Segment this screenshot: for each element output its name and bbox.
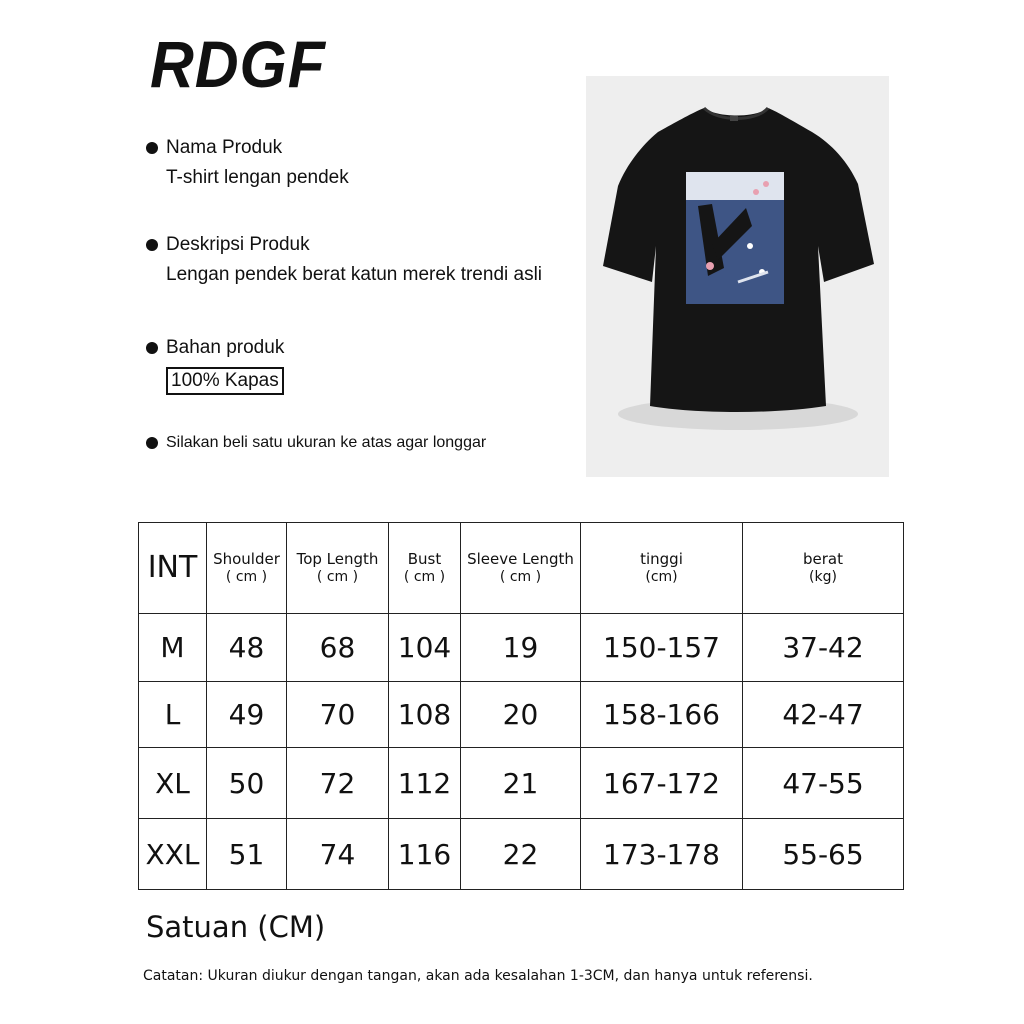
product-name-section [146, 137, 566, 189]
header-int: INT [139, 523, 207, 614]
header-sleeve-length [461, 523, 581, 614]
material-badge: 100% Kapas [166, 367, 284, 395]
table-cell: M [139, 614, 207, 682]
product-material-heading: Bahan produk [166, 337, 285, 358]
table-cell: 42-47 [743, 682, 904, 748]
bullet-icon [146, 142, 158, 154]
header-top-length [287, 523, 389, 614]
unit-note: Satuan (CM) [146, 910, 326, 944]
table-row [139, 682, 904, 748]
header-label: berat [803, 550, 843, 568]
table-cell: 55-65 [743, 819, 904, 890]
table-row [139, 819, 904, 890]
header-unit: (kg) [809, 569, 837, 585]
bullet-icon [146, 342, 158, 354]
table-cell: 22 [461, 819, 581, 890]
header-unit: ( cm ) [499, 569, 542, 585]
table-row [139, 748, 904, 819]
footnote: Catatan: Ukuran diukur dengan tangan, akan ada kesalahan 1-3CM, dan hanya untuk referensi. [143, 968, 813, 984]
header-label: Shoulder [213, 550, 280, 568]
product-description-section [146, 234, 566, 286]
header-bust [389, 523, 461, 614]
size-advice-text: Silakan beli satu ukuran ke atas agar longgar [166, 434, 487, 451]
table-cell: 47-55 [743, 748, 904, 819]
table-cell: 51 [207, 819, 287, 890]
product-description-value: Lengan pendek berat katun merek trendi asli [166, 264, 543, 285]
table-cell: 173-178 [581, 819, 743, 890]
table-cell: 167-172 [581, 748, 743, 819]
header-unit: (cm) [645, 569, 678, 585]
product-name-value: T-shirt lengan pendek [166, 167, 349, 188]
table-cell: 50 [207, 748, 287, 819]
table-cell: 49 [207, 682, 287, 748]
header-label: Top Length [296, 550, 379, 568]
table-cell: 108 [389, 682, 461, 748]
header-unit: ( cm ) [403, 569, 446, 585]
header-berat [743, 523, 904, 614]
table-cell: 158-166 [581, 682, 743, 748]
tshirt-image [586, 76, 889, 477]
table-header-row [139, 523, 904, 614]
header-label: Bust [407, 550, 442, 568]
product-description-heading: Deskripsi Produk [166, 234, 310, 255]
table-cell: 21 [461, 748, 581, 819]
header-unit: ( cm ) [225, 569, 268, 585]
table-cell: 20 [461, 682, 581, 748]
table-cell: 74 [287, 819, 389, 890]
table-cell: 116 [389, 819, 461, 890]
brand-logo: RDGF [150, 27, 326, 101]
table-cell: 68 [287, 614, 389, 682]
table-cell: L [139, 682, 207, 748]
size-chart-table [138, 522, 904, 890]
table-cell: 37-42 [743, 614, 904, 682]
product-photo [586, 76, 889, 477]
table-row [139, 614, 904, 682]
table-cell: 150-157 [581, 614, 743, 682]
header-tinggi [581, 523, 743, 614]
table-cell: 70 [287, 682, 389, 748]
product-name-heading: Nama Produk [166, 137, 283, 158]
table-cell: 104 [389, 614, 461, 682]
table-cell: 19 [461, 614, 581, 682]
bullet-icon [146, 239, 158, 251]
header-label: tinggi [640, 550, 683, 568]
header-label: Sleeve Length [467, 550, 574, 568]
product-material-section [146, 337, 566, 395]
size-advice-section [146, 434, 566, 452]
bullet-icon [146, 437, 158, 449]
table-cell: 112 [389, 748, 461, 819]
header-unit: ( cm ) [316, 569, 359, 585]
table-cell: XXL [139, 819, 207, 890]
table-cell: XL [139, 748, 207, 819]
table-cell: 72 [287, 748, 389, 819]
table-cell: 48 [207, 614, 287, 682]
header-shoulder [207, 523, 287, 614]
